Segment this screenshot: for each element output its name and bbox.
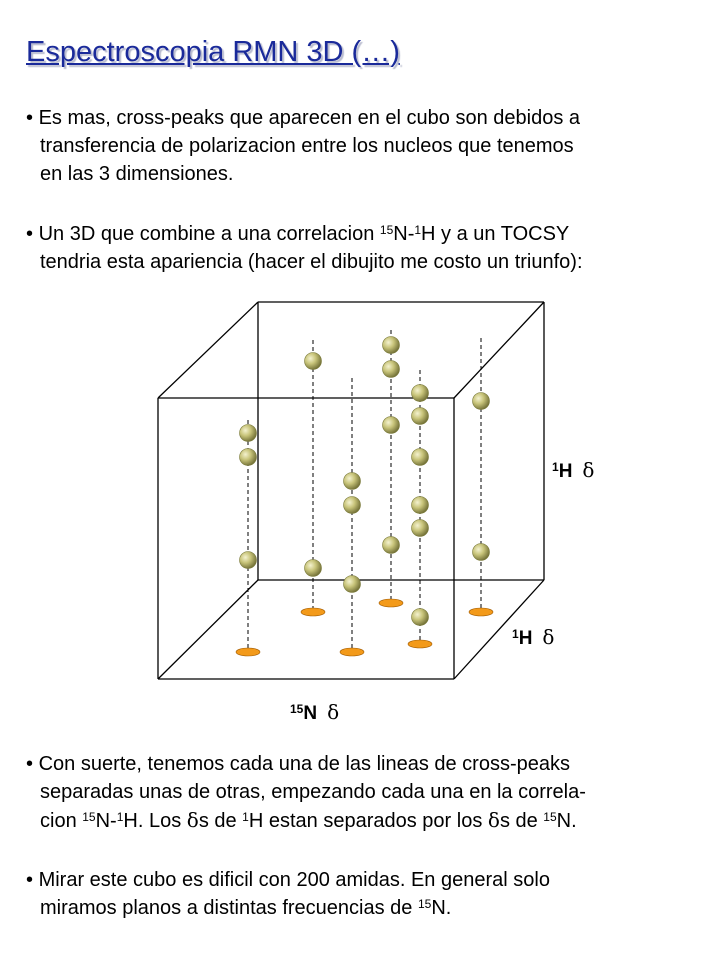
p3-text: H. Los (123, 810, 187, 832)
cross-peak-sphere (473, 393, 490, 410)
cross-peak-sphere (412, 497, 429, 514)
delta-symbol: δ (582, 458, 595, 482)
isotope-sup: 15 (82, 810, 96, 824)
isotope-sup: 1 (242, 810, 249, 824)
p3-text: N- (95, 810, 117, 832)
p2-text: H y a un TOCSY (421, 223, 570, 245)
delta-symbol: δ (542, 625, 555, 649)
cube-edge (158, 580, 258, 679)
p3-line-1: Con suerte, tenemos cada una de las lineas de cross-peaks (38, 753, 570, 775)
cross-peak-sphere (344, 576, 361, 593)
p4-line-2 (26, 894, 550, 922)
correlation-peak-disc (469, 608, 493, 616)
cross-peak-sphere (473, 544, 490, 561)
correlation-peak-disc (379, 599, 403, 607)
bullet: • (26, 869, 34, 891)
p3-text: H estan separados por los (248, 810, 488, 832)
p4-text: miramos planos a distintas frecuencias de (40, 897, 418, 919)
isotope-sup: 1 (512, 627, 519, 641)
cross-peak-sphere (240, 425, 257, 442)
bullet: • (26, 223, 34, 245)
delta-symbol: δ (186, 808, 199, 832)
correlation-peak-disc (340, 648, 364, 656)
isotope-sup: 1 (414, 223, 422, 237)
cube-edges (158, 302, 544, 679)
cross-peak-sphere (240, 449, 257, 466)
paragraph-separated-lines (26, 750, 586, 835)
p3-line-2: separadas unas de otras, empezando cada una en la correla- (40, 781, 586, 803)
delta-symbol: δ (487, 808, 500, 832)
cross-peak-sphere (383, 537, 400, 554)
p3-text: N. (556, 810, 577, 832)
axis-label-1h-front (512, 625, 554, 650)
cross-peak-sphere (412, 408, 429, 425)
delta-symbol: δ (327, 700, 340, 724)
cross-peak-sphere (344, 473, 361, 490)
p3-line-3 (26, 806, 586, 835)
page-title: Espectroscopia RMN 3D (…) (26, 36, 400, 68)
cross-peak-sphere (305, 560, 322, 577)
p3-text: cion (40, 810, 83, 832)
cross-peak-sphere (412, 449, 429, 466)
isotope-sup: 1 (552, 460, 559, 474)
p1-line-1: Es mas, cross-peaks que aparecen en el cubo son debidos a (38, 107, 581, 129)
bullet: • (26, 107, 34, 129)
cube-edge (454, 302, 544, 398)
correlation-peak-disc (301, 608, 325, 616)
isotope-sup: 15 (290, 702, 304, 716)
cross-peak-sphere (383, 361, 400, 378)
isotope-sup: 15 (379, 223, 394, 237)
p2-text: N- (393, 223, 415, 245)
p4-line-1: Mirar este cubo es dificil con 200 amidas. En general solo (38, 869, 550, 891)
correlation-peak-disc (236, 648, 260, 656)
cross-peak-sphere (305, 353, 322, 370)
isotope-sup: 15 (417, 897, 432, 911)
p4-text: N. (431, 897, 452, 919)
cross-peak-sphere (412, 609, 429, 626)
nucleus-label: H (518, 628, 533, 649)
cross-peak-sphere (383, 337, 400, 354)
axis-label-15n (290, 700, 339, 725)
correlation-peak-disc (408, 640, 432, 648)
p3-text: s de (198, 810, 243, 832)
cube-edge (158, 302, 258, 398)
cross-peak-sphere (383, 417, 400, 434)
p1-line-3: en las 3 dimensiones. (40, 163, 234, 185)
isotope-sup: 1 (116, 810, 124, 824)
bullet: • (26, 753, 34, 775)
axis-label-1h-back (552, 458, 594, 483)
cross-peak-sphere (412, 520, 429, 537)
p2-text: Un 3D que combine a una correlacion (38, 223, 380, 245)
p1-line-2: transferencia de polarizacion entre los nucleos que tenemos (40, 135, 574, 157)
cross-peak-sphere (344, 497, 361, 514)
cross-peak-sphere (240, 552, 257, 569)
p2-line-2: tendria esta apariencia (hacer el dibujito me costo un triunfo): (40, 251, 583, 273)
nucleus-label: H (558, 461, 573, 482)
isotope-sup: 15 (543, 810, 557, 824)
nucleus-label: N (303, 703, 318, 724)
cross-peak-sphere (412, 385, 429, 402)
paragraph-200-amides (26, 866, 550, 922)
p3-text: s de (499, 810, 544, 832)
